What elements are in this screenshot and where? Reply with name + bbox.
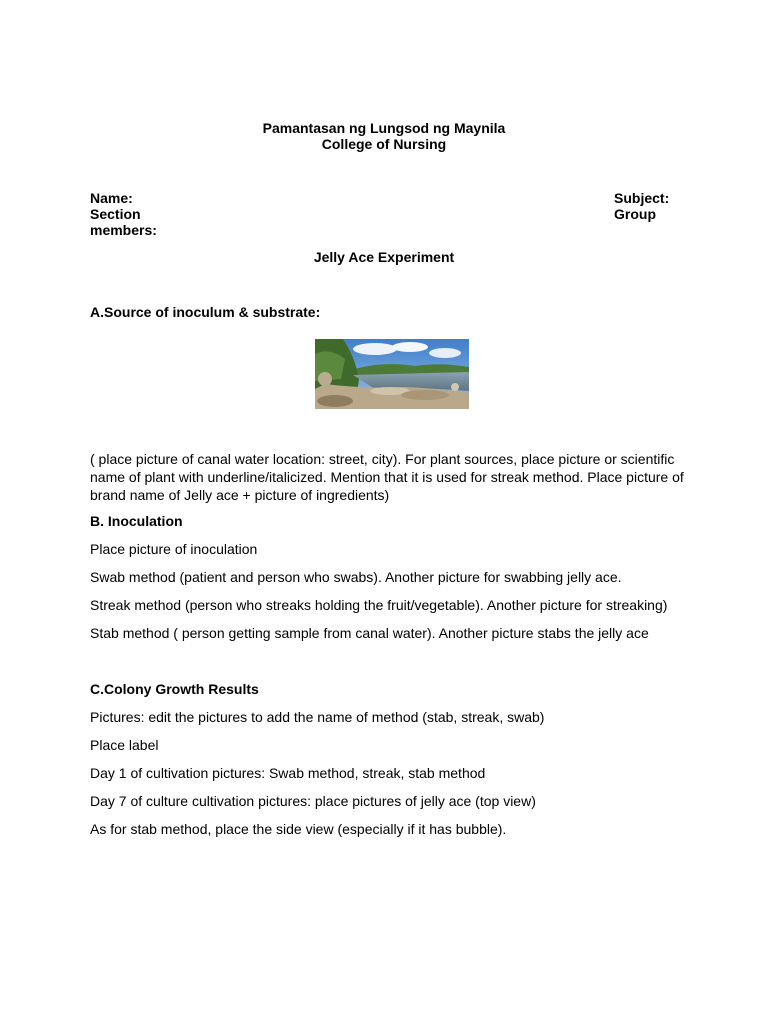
results-line-3: Day 1 of cultivation pictures: Swab method, streak, stab method <box>90 765 486 781</box>
results-line-5: As for stab method, place the side view (especially if it has bubble). <box>90 821 507 837</box>
section-label: Section <box>90 206 141 222</box>
section-b-heading: B. Inoculation <box>90 513 183 529</box>
results-line-4: Day 7 of culture cultivation pictures: place pictures of jelly ace (top view) <box>90 793 536 809</box>
college-name: College of Nursing <box>321 136 447 152</box>
institution-name: Pamantasan ng Lungsod ng Maynila <box>262 120 506 136</box>
document-title: Jelly Ace Experiment <box>313 249 455 265</box>
name-label: Name: <box>90 190 133 206</box>
streak-method-line: Streak method (person who streaks holding the fruit/vegetable). Another picture for streaking) <box>90 597 668 613</box>
stab-method-line: Stab method ( person getting sample from canal water). Another picture stabs the jelly ace <box>90 625 649 641</box>
results-line-2: Place label <box>90 737 159 753</box>
members-label: members: <box>90 222 157 238</box>
section-a-instructions: ( place picture of canal water location: street, city). For plant sources, place picture or scientific name of plant with underline/italicized. Mention that it is used for streak method. Place picture of brand name of Jelly ace + picture of ingredients) <box>90 451 684 503</box>
group-label: Group <box>614 206 656 222</box>
section-c-heading: C.Colony Growth Results <box>90 681 259 697</box>
swab-method-line: Swab method (patient and person who swabs). Another picture for swabbing jelly ace. <box>90 569 622 585</box>
subject-label: Subject: <box>614 190 670 206</box>
canal-water-photo <box>315 339 469 409</box>
section-a-heading: A.Source of inoculum & substrate: <box>90 304 321 320</box>
results-line-1: Pictures: edit the pictures to add the name of method (stab, streak, swab) <box>90 709 545 725</box>
inoculation-line-1: Place picture of inoculation <box>90 541 258 557</box>
